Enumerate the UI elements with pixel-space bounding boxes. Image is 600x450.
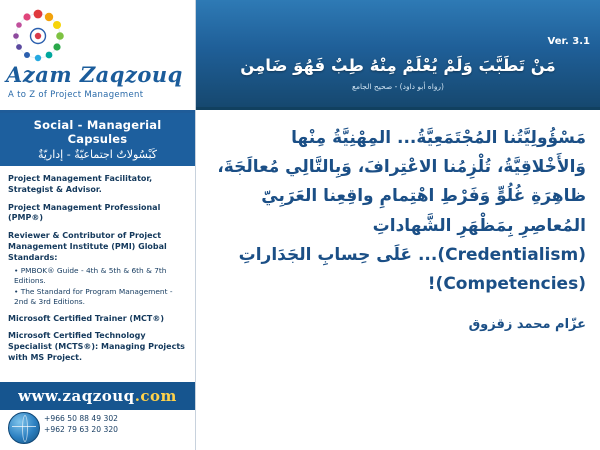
hadith-text: مَنْ تَطَبَّبَ وَلَمْ يُعْلَمْ مِنْهُ طِبٌ فَهُوَ ضَامِن — [240, 56, 556, 75]
left-sidebar — [0, 0, 196, 450]
phone-number: +962 79 63 20 320 — [44, 425, 118, 435]
main-content — [196, 0, 600, 450]
website-suffix: .com — [134, 387, 177, 405]
globe-icon — [8, 412, 40, 444]
credential-title: Reviewer & Contributor of Project Management Institute (PMI) Global Standards: — [8, 231, 167, 262]
brand-title: Azam Zaqzouq — [6, 62, 183, 87]
body-paragraph: مَسْؤُولِيَّتُنا المُجْتَمَعِيَّةُ... المِهْنِيَّةُ مِنْها وَالأَخْلاقِيَّةُ، تُلْزِمُنا الاعْتِرافَ، وَبِالتَّالِي مُعالَجَةَ، ظاهِرَةِ غُلُوٍّ وَفَرْطِ اهْتِمامِ واقِعِنا العَرَبِيّ المُعاصِرِ بِمَظْهَرِ الشَّهاداتِ (Credentialism)... عَلَى حِسابِ الجَدَاراتِ (Competencies)! — [217, 128, 586, 295]
credential-title: Microsoft Certified Trainer (MCT®) — [8, 313, 165, 323]
credential-sublist — [14, 266, 187, 307]
top-banner — [196, 0, 600, 110]
author-signature: عزّام محمد زقزوق — [468, 317, 586, 333]
credential-item — [8, 331, 187, 363]
body-content — [196, 110, 600, 338]
credential-subitem: • The Standard for Program Management - 2nd & 3rd Editions. — [14, 286, 173, 306]
website-name: zaqzouq — [62, 387, 135, 405]
credential-title: Project Management Facilitator, Strategist & Advisor. — [8, 174, 153, 194]
credential-subitem: • PMBOK® Guide - 4th & 5th & 6th & 7th Editions. — [14, 265, 167, 285]
website-band[interactable] — [0, 382, 195, 410]
phone-number: +966 50 88 49 302 — [44, 414, 118, 423]
hadith-source: (رواه أبو داود) - صحيح الجامع — [352, 82, 444, 91]
credentials-list — [0, 166, 195, 375]
brand-header — [0, 0, 195, 113]
version-label: Ver. 3.1 — [547, 36, 590, 47]
phone-numbers — [44, 413, 118, 436]
credential-item — [8, 231, 187, 306]
credential-item — [8, 314, 187, 325]
capsule-band-english: Social - Managerial Capsules — [33, 118, 162, 146]
credential-item — [8, 174, 187, 196]
website-url[interactable] — [18, 387, 177, 405]
contact-strip — [0, 410, 195, 450]
credential-title: Project Management Professional (PMP®) — [8, 202, 161, 223]
credential-title: Microsoft Certified Technology Specialist (MCTS®): Managing Projects with MS Project. — [8, 331, 185, 362]
capsule-band — [0, 113, 195, 166]
colored-dots-circle-logo-icon — [8, 6, 74, 66]
brand-subtitle: A to Z of Project Management — [8, 90, 144, 100]
credential-item — [8, 203, 187, 225]
capsule-band-arabic: كَبْسُولاتٌ اجتماعيّةٌ - إداريّةٌ — [37, 148, 158, 161]
website-prefix: www. — [18, 387, 63, 405]
